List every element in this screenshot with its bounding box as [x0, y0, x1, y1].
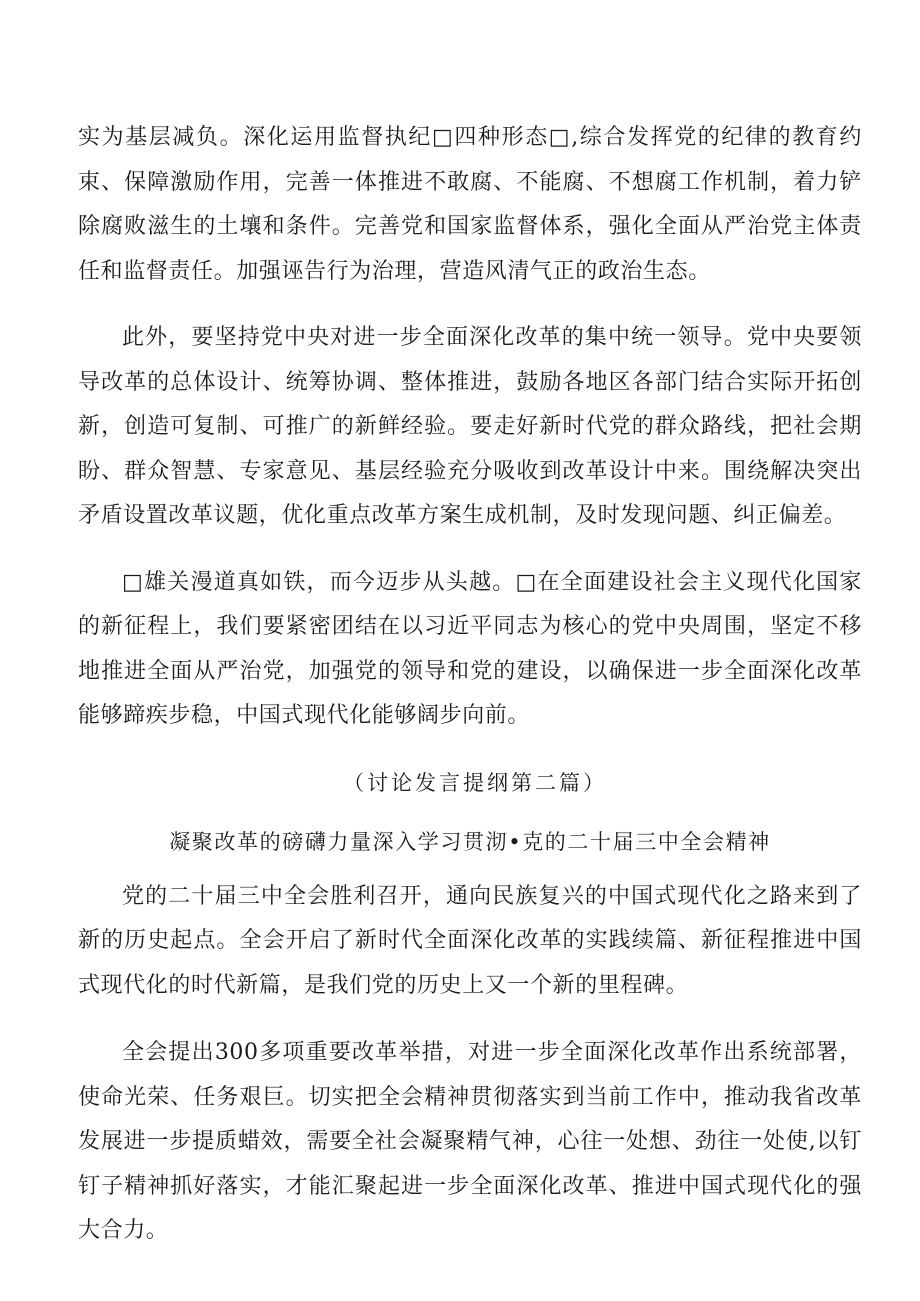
paragraph-reform-measures: 全会提出300多项重要改革举措，对进一步全面深化改革作出系统部署，使命光荣、任务艰巨。切实把全会精神贯彻落实到当前工作中，推动我省改革发展进一步提质蜡效，需要全社会凝聚精气神，心往一处想、劲往一处使,以钉钉子精神抓好落实，才能汇聚起进一步全面深化改革、推进中国式现代化的强大合力。 [78, 1040, 862, 1243]
article-title: 凝聚改革的磅礴力量深入学习贯沏•克的二十届三中全会精神 [169, 829, 771, 854]
paragraph-new-journey: □雄关漫道真如铁，而今迈步从头越。□在全面建设社会主义现代化国家的新征程上，我们要紧密团结在以习近平同志为核心的党中央周围，坚定不移地推进全面从严治党，加强党的领导和党的建设，以确保进一步全面深化改革能够蹄疾步稳，中国式现代化能够阔步向前。 [78, 569, 862, 728]
section-heading: （讨论发言提纲第二篇） [343, 770, 607, 795]
paragraph-central-leadership: 此外，要坚持党中央对进一步全面深化改革的集中统一领导。党中央要领导改革的总体设计、统筹协调、整体推进，鼓励各地区各部门结合实际开拓创新，创造可复制、可推广的新鲜经验。要走好新时代党的群众路线，把社会期盼、群众智慧、专家意见、基层经验充分吸收到改革设计中来。围绕解决突出矛盾设置改革议题，优化重点改革方案生成机制，及时发现问题、纠正偏差。 [78, 325, 862, 528]
paragraph-plenum-opening: 党的二十届三中全会胜利召开，通向民族复兴的中国式现代化之路来到了新的历史起点。全会开启了新时代全面深化改革的实践续篇、新征程推进中国式现代化的时代新篇，是我们党的历史上又一个新的里程碑。 [78, 883, 862, 998]
document-body [78, 116, 862, 1254]
paragraph-supervision: 实为基层减负。深化运用监督执纪□四种形态□,综合发挥党的纪律的教育约束、保障激励作用，完善一体推进不敢腐、不能腐、不想腐工作机制，着力铲除腐败滋生的土壤和条件。完善党和国家监督体系，强化全面从严治党主体责任和监督责任。加强诬告行为治理，营造风清气正的政治生态。 [78, 125, 862, 284]
